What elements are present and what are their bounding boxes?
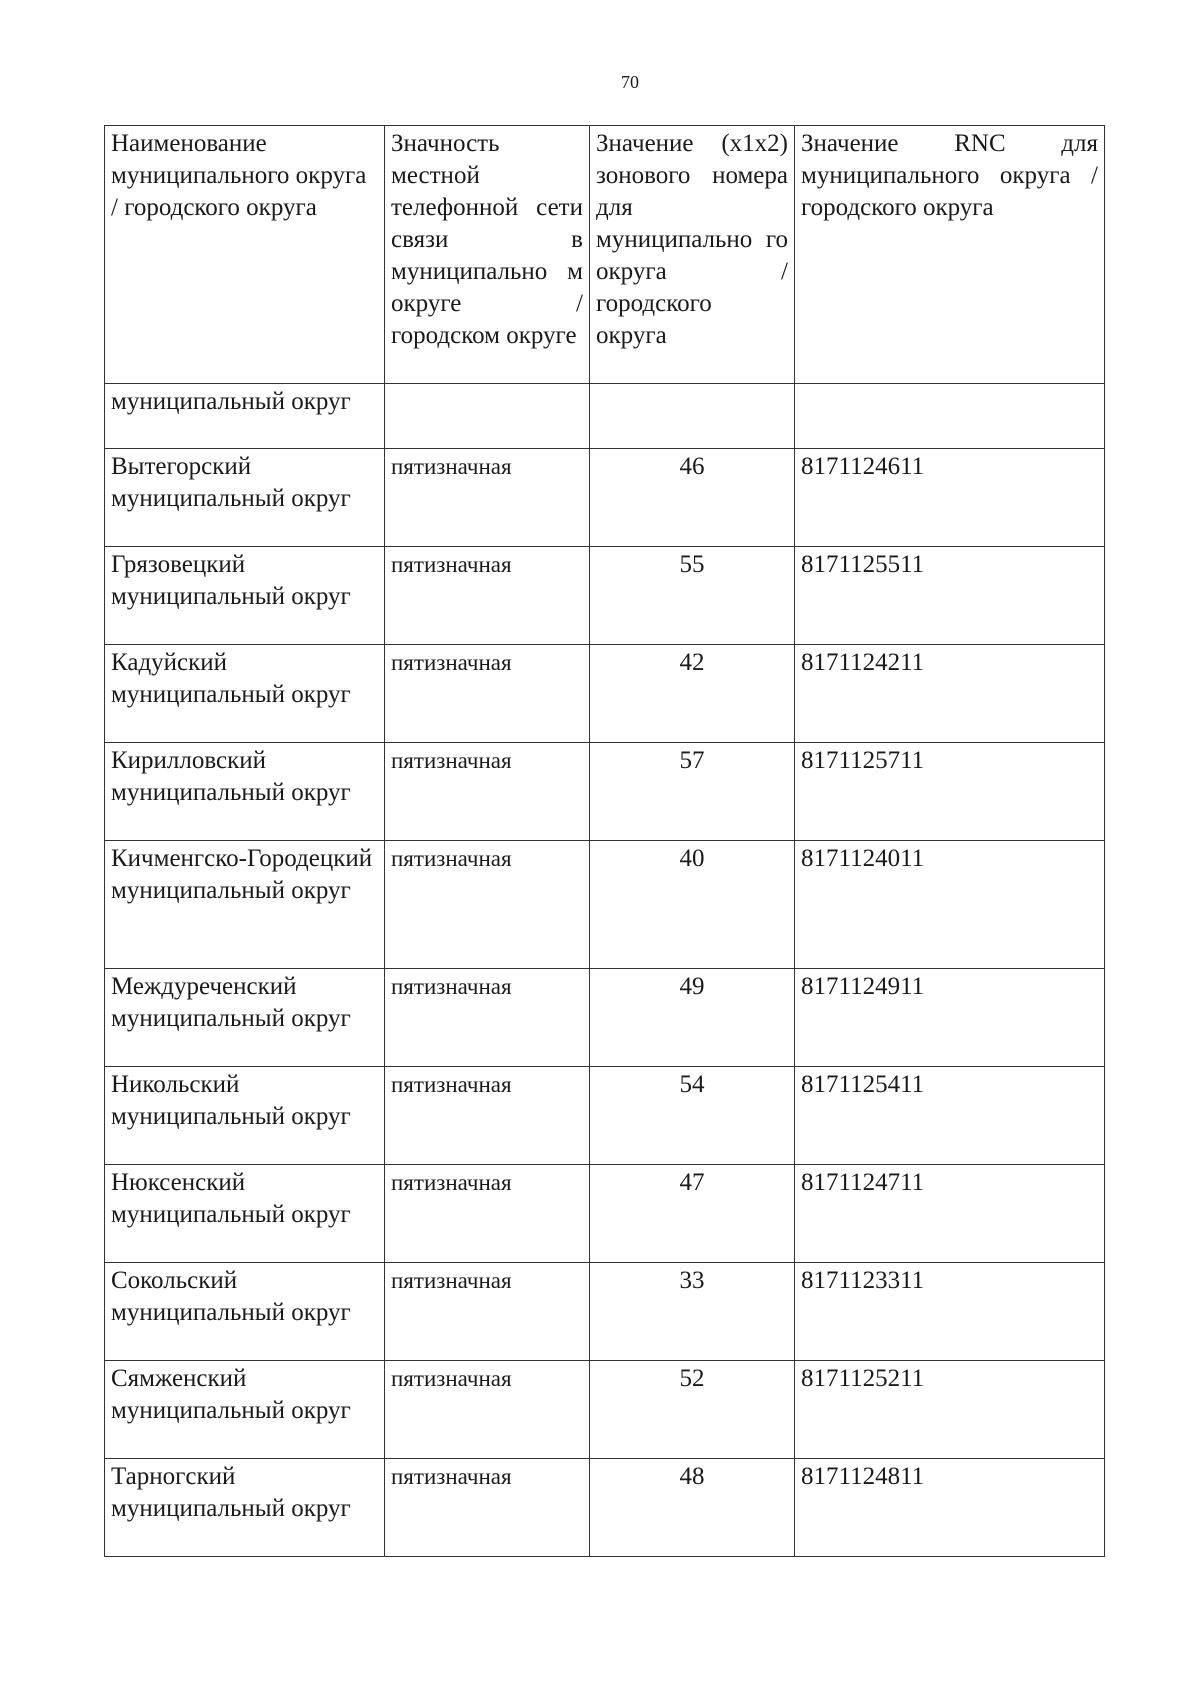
rnc-cell: 8171125211 — [795, 1361, 1105, 1459]
significance-cell: пятизначная — [385, 1361, 590, 1459]
table-row-continuation — [105, 384, 1105, 449]
zone-number-cell: 57 — [590, 743, 795, 841]
header-rnc-value: Значение RNC для муниципального округа / городского округа — [795, 126, 1105, 384]
district-name-cell: Нюксенский муниципальный округ — [105, 1165, 385, 1263]
table-row — [105, 841, 1105, 969]
table-header-row — [105, 126, 1105, 384]
table-row — [105, 1361, 1105, 1459]
rnc-cell: 8171124911 — [795, 969, 1105, 1067]
significance-cell: пятизначная — [385, 743, 590, 841]
table-row — [105, 449, 1105, 547]
zone-number-cell: 33 — [590, 1263, 795, 1361]
rnc-cell: 8171123311 — [795, 1263, 1105, 1361]
table-row — [105, 1263, 1105, 1361]
district-name-cell: Сокольский муниципальный округ — [105, 1263, 385, 1361]
district-name-cell: Сямженский муниципальный округ — [105, 1361, 385, 1459]
header-network-significance: Значность местной телефонной сети связи в муниципально м округе / городском округе — [385, 126, 590, 384]
district-name-cell: Никольский муниципальный округ — [105, 1067, 385, 1165]
zone-number-cell: 46 — [590, 449, 795, 547]
zone-number-cell: 52 — [590, 1361, 795, 1459]
rnc-cell: 8171124611 — [795, 449, 1105, 547]
significance-cell: пятизначная — [385, 969, 590, 1067]
district-numbering-table — [104, 125, 1105, 1557]
zone-number-cell: 49 — [590, 969, 795, 1067]
district-name-cell: Междуреченский муниципальный округ — [105, 969, 385, 1067]
significance-cell: пятизначная — [385, 449, 590, 547]
page-number: 70 — [621, 72, 639, 92]
district-name-cell: Кадуйский муниципальный округ — [105, 645, 385, 743]
district-name-cell: Грязовецкий муниципальный округ — [105, 547, 385, 645]
rnc-cell — [795, 384, 1105, 449]
significance-cell: пятизначная — [385, 547, 590, 645]
zone-number-cell: 54 — [590, 1067, 795, 1165]
significance-cell — [385, 384, 590, 449]
rnc-cell: 8171125411 — [795, 1067, 1105, 1165]
table-row — [105, 969, 1105, 1067]
table-row — [105, 743, 1105, 841]
significance-cell: пятизначная — [385, 1165, 590, 1263]
significance-cell: пятизначная — [385, 1067, 590, 1165]
rnc-cell: 8171124711 — [795, 1165, 1105, 1263]
zone-number-cell: 47 — [590, 1165, 795, 1263]
zone-number-cell: 42 — [590, 645, 795, 743]
table-body — [105, 384, 1105, 1557]
table-row — [105, 645, 1105, 743]
rnc-cell: 8171124811 — [795, 1459, 1105, 1557]
header-zone-number: Значение (x1x2) зонового номера для муниципально го округа / городского округа — [590, 126, 795, 384]
zone-number-cell: 48 — [590, 1459, 795, 1557]
zone-number-cell — [590, 384, 795, 449]
rnc-cell: 8171125511 — [795, 547, 1105, 645]
table-row — [105, 1459, 1105, 1557]
table-row — [105, 1165, 1105, 1263]
significance-cell: пятизначная — [385, 1263, 590, 1361]
table-row — [105, 547, 1105, 645]
district-name-cell: муниципальный округ — [105, 384, 385, 449]
header-district-name: Наименование муниципального округа / городского округа — [105, 126, 385, 384]
district-name-cell: Кирилловский муниципальный округ — [105, 743, 385, 841]
district-name-cell: Кичменгско-Городецкий муниципальный округ — [105, 841, 385, 969]
significance-cell: пятизначная — [385, 1459, 590, 1557]
zone-number-cell: 55 — [590, 547, 795, 645]
rnc-cell: 8171125711 — [795, 743, 1105, 841]
significance-cell: пятизначная — [385, 645, 590, 743]
rnc-cell: 8171124011 — [795, 841, 1105, 969]
district-name-cell: Тарногский муниципальный округ — [105, 1459, 385, 1557]
zone-number-cell: 40 — [590, 841, 795, 969]
table-row — [105, 1067, 1105, 1165]
significance-cell: пятизначная — [385, 841, 590, 969]
rnc-cell: 8171124211 — [795, 645, 1105, 743]
district-name-cell: Вытегорский муниципальный округ — [105, 449, 385, 547]
